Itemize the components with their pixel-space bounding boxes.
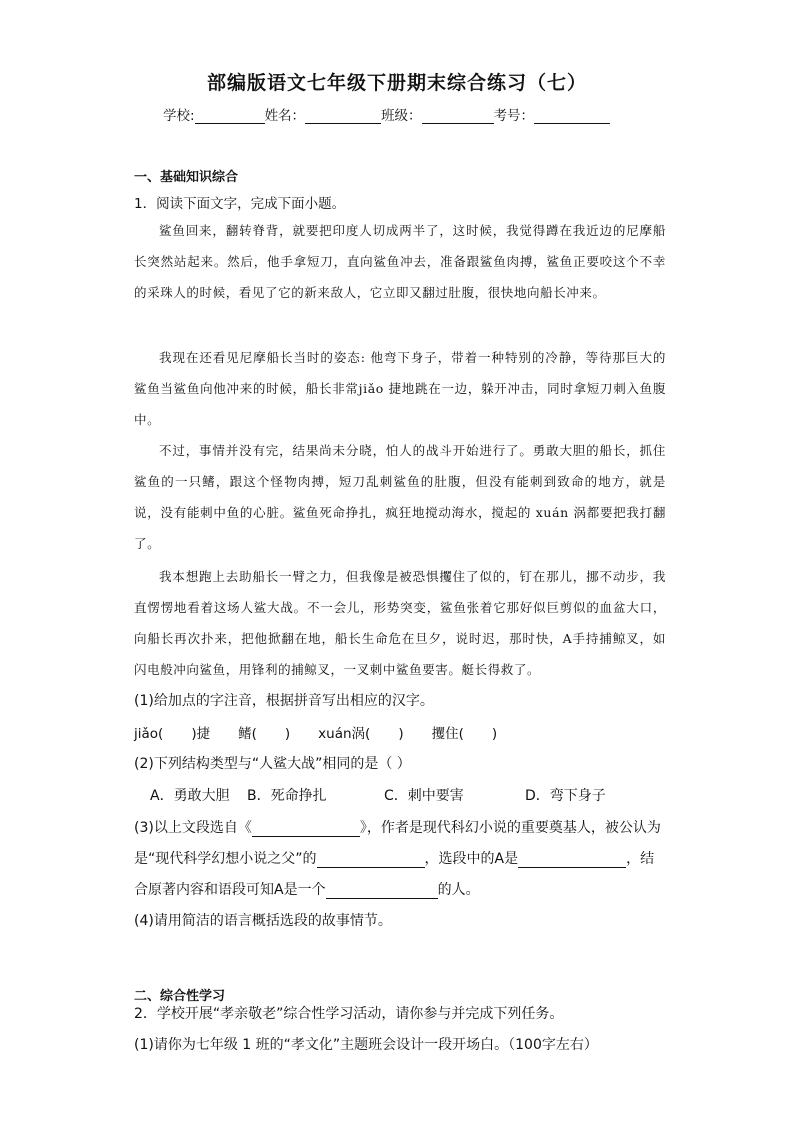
sub3-text-g: 的人。 [437, 882, 480, 898]
question-1-intro: 1．阅读下面文字，完成下面小题。 [134, 196, 346, 212]
sub-question-3-line-3 [134, 879, 480, 899]
sub-question-3-line-1 [134, 817, 661, 837]
class-label: 班级： [381, 108, 422, 124]
sub3-text-e: ，结 [626, 851, 655, 867]
passage-paragraph-3: 不过，事情并没有完，结果尚未分晓，怕人的战斗开始进行了。勇敢大胆的船长，抓住鲨鱼的一只鳍，跟这个怪物肉搏，短刀乱刺鲨鱼的肚腹，但没有能刺到致命的地方，就是说，没有能刺中鱼的心脏。鲨鱼死命挣扎，疯狂地搅动海水，搅起的 xuán 涡都要把我打翻了。 [134, 443, 666, 551]
class-blank[interactable] [422, 109, 494, 124]
passage-paragraph-4: 我本想跑上去助船长一臂之力，但我像是被恐惧攫住了似的，钉在那儿，挪不动步，我直愣愣地看着这场人鲨大战。不一会儿，形势突变，鲨鱼张着它那好似巨剪似的血盆大口，向船长再次扑来，把他掀翻在地，船长生命危在旦夕，说时迟，那时快，A手持捕鲸叉，如闪电般冲向鲨鱼，用锋利的捕鲸叉，一叉刺中鲨鱼要害。艇长得救了。 [134, 569, 666, 677]
pinyin-item-text: 攫住( [431, 726, 464, 742]
pinyin-item-text: ) [398, 726, 404, 742]
school-label: 学校: [163, 108, 195, 124]
pinyin-item-text: )捷 [191, 726, 211, 742]
name-label: 姓名： [264, 108, 306, 124]
options-row [150, 785, 620, 805]
option-d[interactable]: D．弯下身子 [525, 788, 606, 804]
student-info-row [163, 104, 610, 124]
sub3-text-a: (3)以上文段选自《 [134, 820, 252, 836]
sub3-text-b: 》，作者是现代科幻小说的重要奠基人，被公认为 [359, 820, 661, 836]
option-b[interactable]: B．死命挣扎 [247, 788, 327, 804]
pinyin-item-text: jiǎo( [134, 726, 164, 742]
pinyin-items-row [134, 722, 497, 742]
sub3-text-d: ，选段中的A是 [424, 851, 519, 867]
passage-paragraph-2: 我现在还看见尼摩船长当时的姿态: 他弯下身子，带着一种特别的冷静，等待那巨大的鲨鱼当鲨鱼向他冲来的时候，船长非常jiǎo 捷地跳在一边，躲开冲击，同时拿短刀刺入鱼腹中。 [134, 350, 666, 427]
sub-question-3-line-2 [134, 848, 654, 868]
character-a-blank[interactable] [518, 852, 626, 868]
question-2-sub-1: (1)请你为七年级 1 班的“孝文化”主题班会设计一段开场白。（100字左右） [134, 1037, 598, 1053]
pinyin-item-text: ) [284, 726, 291, 742]
pinyin-item-text: ) [491, 726, 498, 742]
book-title-blank[interactable] [252, 821, 360, 837]
author-blank[interactable] [317, 852, 425, 868]
character-trait-blank[interactable] [326, 883, 438, 899]
pinyin-item-text: xuán涡( [318, 726, 371, 742]
school-blank[interactable] [195, 109, 265, 124]
sub-question-2: (2)下列结构类型与“人鲨大战”相同的是（ ） [134, 756, 411, 772]
page-title: 部编版语文七年级下册期末综合练习（七） [206, 72, 587, 94]
exam-no-label: 考号： [493, 108, 535, 124]
option-c[interactable]: C．刺中要害 [384, 788, 464, 804]
section-heading-2: 二、综合性学习 [134, 989, 226, 1004]
option-a[interactable]: A．勇敢大胆 [150, 788, 230, 804]
sub-question-1: (1)给加点的字注音，根据拼音写出相应的汉字。 [134, 693, 434, 709]
passage-paragraph-1: 鲨鱼回来，翻转脊背，就要把印度人切成两半了，这时候，我觉得蹲在我近边的尼摩船长突然站起来。然后，他手拿短刀，直向鲨鱼冲去，准备跟鲨鱼肉搏，鲨鱼正要咬这个不幸的采珠人的时候，看见了它的新来敌人，它立即又翻过肚腹，很快地向船长冲来。 [134, 223, 666, 300]
exam-no-blank[interactable] [534, 109, 610, 124]
sub-question-4: (4)请用简洁的语言概括选段的故事情节。 [134, 913, 392, 929]
sub3-text-f: 合原著内容和语段可知A是一个 [134, 882, 326, 898]
question-2-intro: 2．学校开展“孝亲敬老”综合性学习活动，请你参与并完成下列任务。 [134, 1006, 564, 1022]
pinyin-item-text: 鳍( [238, 726, 257, 742]
section-heading-1: 一、基础知识综合 [134, 170, 239, 185]
name-blank[interactable] [305, 109, 381, 124]
sub3-text-c: 是“现代科学幻想小说之父”的 [134, 851, 317, 867]
